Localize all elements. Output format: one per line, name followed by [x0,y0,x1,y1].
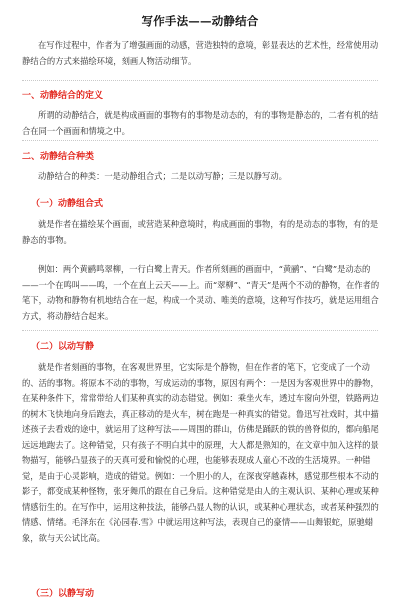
divider [22,80,378,81]
combination-example-paragraph: 例如：两个黄鹂鸣翠柳，一行白鹭上青天。作者所刻画的画面中，“黄鹂”、“白鹭”是动态的——一个在鸣叫——鸣，一个在直上云天——上。而“翠柳”、“青天”是两个不动的静物，在作者的笔下，动物和静物有机地结合在一起，构成一个灵动、唯美的意境，这种写作技巧，就是运用组合方式，将动静结合起来。 [22,264,380,321]
subsection-heading-combination: （一）动静组合式 [31,199,104,209]
section-heading-definition: 一、动静结合的定义 [22,91,104,101]
motion-for-stillness-paragraph: 就是作者刻画的事物，在客观世界里，它实际是个静物，但在作者的笔下，它变成了一个动的、活的事物。将原本不动的事物，写成运动的事物，原因有两个：一是因为客观世界中的静物，在某种条件下，常常带给人们某种真实的动态错觉。例如：乘坐火车，透过车窗向外望，铁路两边的树木飞快地向身后跑去，真正移动的是火车，树在跑是一种真实的错觉。鲁迅写社戏时，其中描述孩子去看戏的途中，就运用了这种写法——周围的群山，仿佛是踊跃的铁的兽脊似的，都向船尾远远地跑去了。这种错觉，只有孩子不明白其中的原理，大人都是熟知的，在文章中加入这样的景物描写，能够凸显孩子的天真可爱和愉悦的心理，也能够表现成人童心不改的生活境界。一种错觉，是由于心灵影响，造成的错觉。例如：一个胆小的人，在深夜穿越森林，感觉那些根本不动的影子，都变成某种怪物，张牙舞爪的跟在自己身后。这种错觉是由人的主观认识、某种心理或某种情感衍生的。在写作中，运用这种技法，能够凸显人物的认识，或某种心理状态，或者某种强烈的情感、情绪。毛泽东在《沁园春.雪》中就运用这种写法，表现自己的豪情——山舞银蛇，原驰蜡象，欲与天公试比高。 [22,362,379,543]
definition-paragraph: 所谓的动静结合，就是构成画面的事物有的事物是动态的，有的事物是静态的，二者有机的结合在同一个画面和情境之中。 [22,110,379,136]
page-title: 写作手法——动静结合 [141,14,259,28]
divider [22,140,378,141]
intro-paragraph: 在写作过程中，作者为了增强画面的动感，营造独特的意境，彰显表达的艺术性，经常使用动静结合的方式来描绘环境，刻画人物活动细节。 [22,40,379,66]
subsection-heading-stillness-for-motion: （三）以静写动 [31,589,95,599]
section-heading-types: 二、动静结合种类 [22,152,95,162]
types-paragraph: 动静结合的种类：一是动静组合式；二是以动写静；三是以静写动。 [38,171,287,181]
combination-paragraph: 就是作者在描绘某个画面，或营造某种意境时，构成画面的事物，有的是动态的事物，有的是静态的事物。 [22,219,379,245]
divider [22,330,378,331]
subsection-heading-motion-for-stillness: （二）以动写静 [31,342,95,352]
